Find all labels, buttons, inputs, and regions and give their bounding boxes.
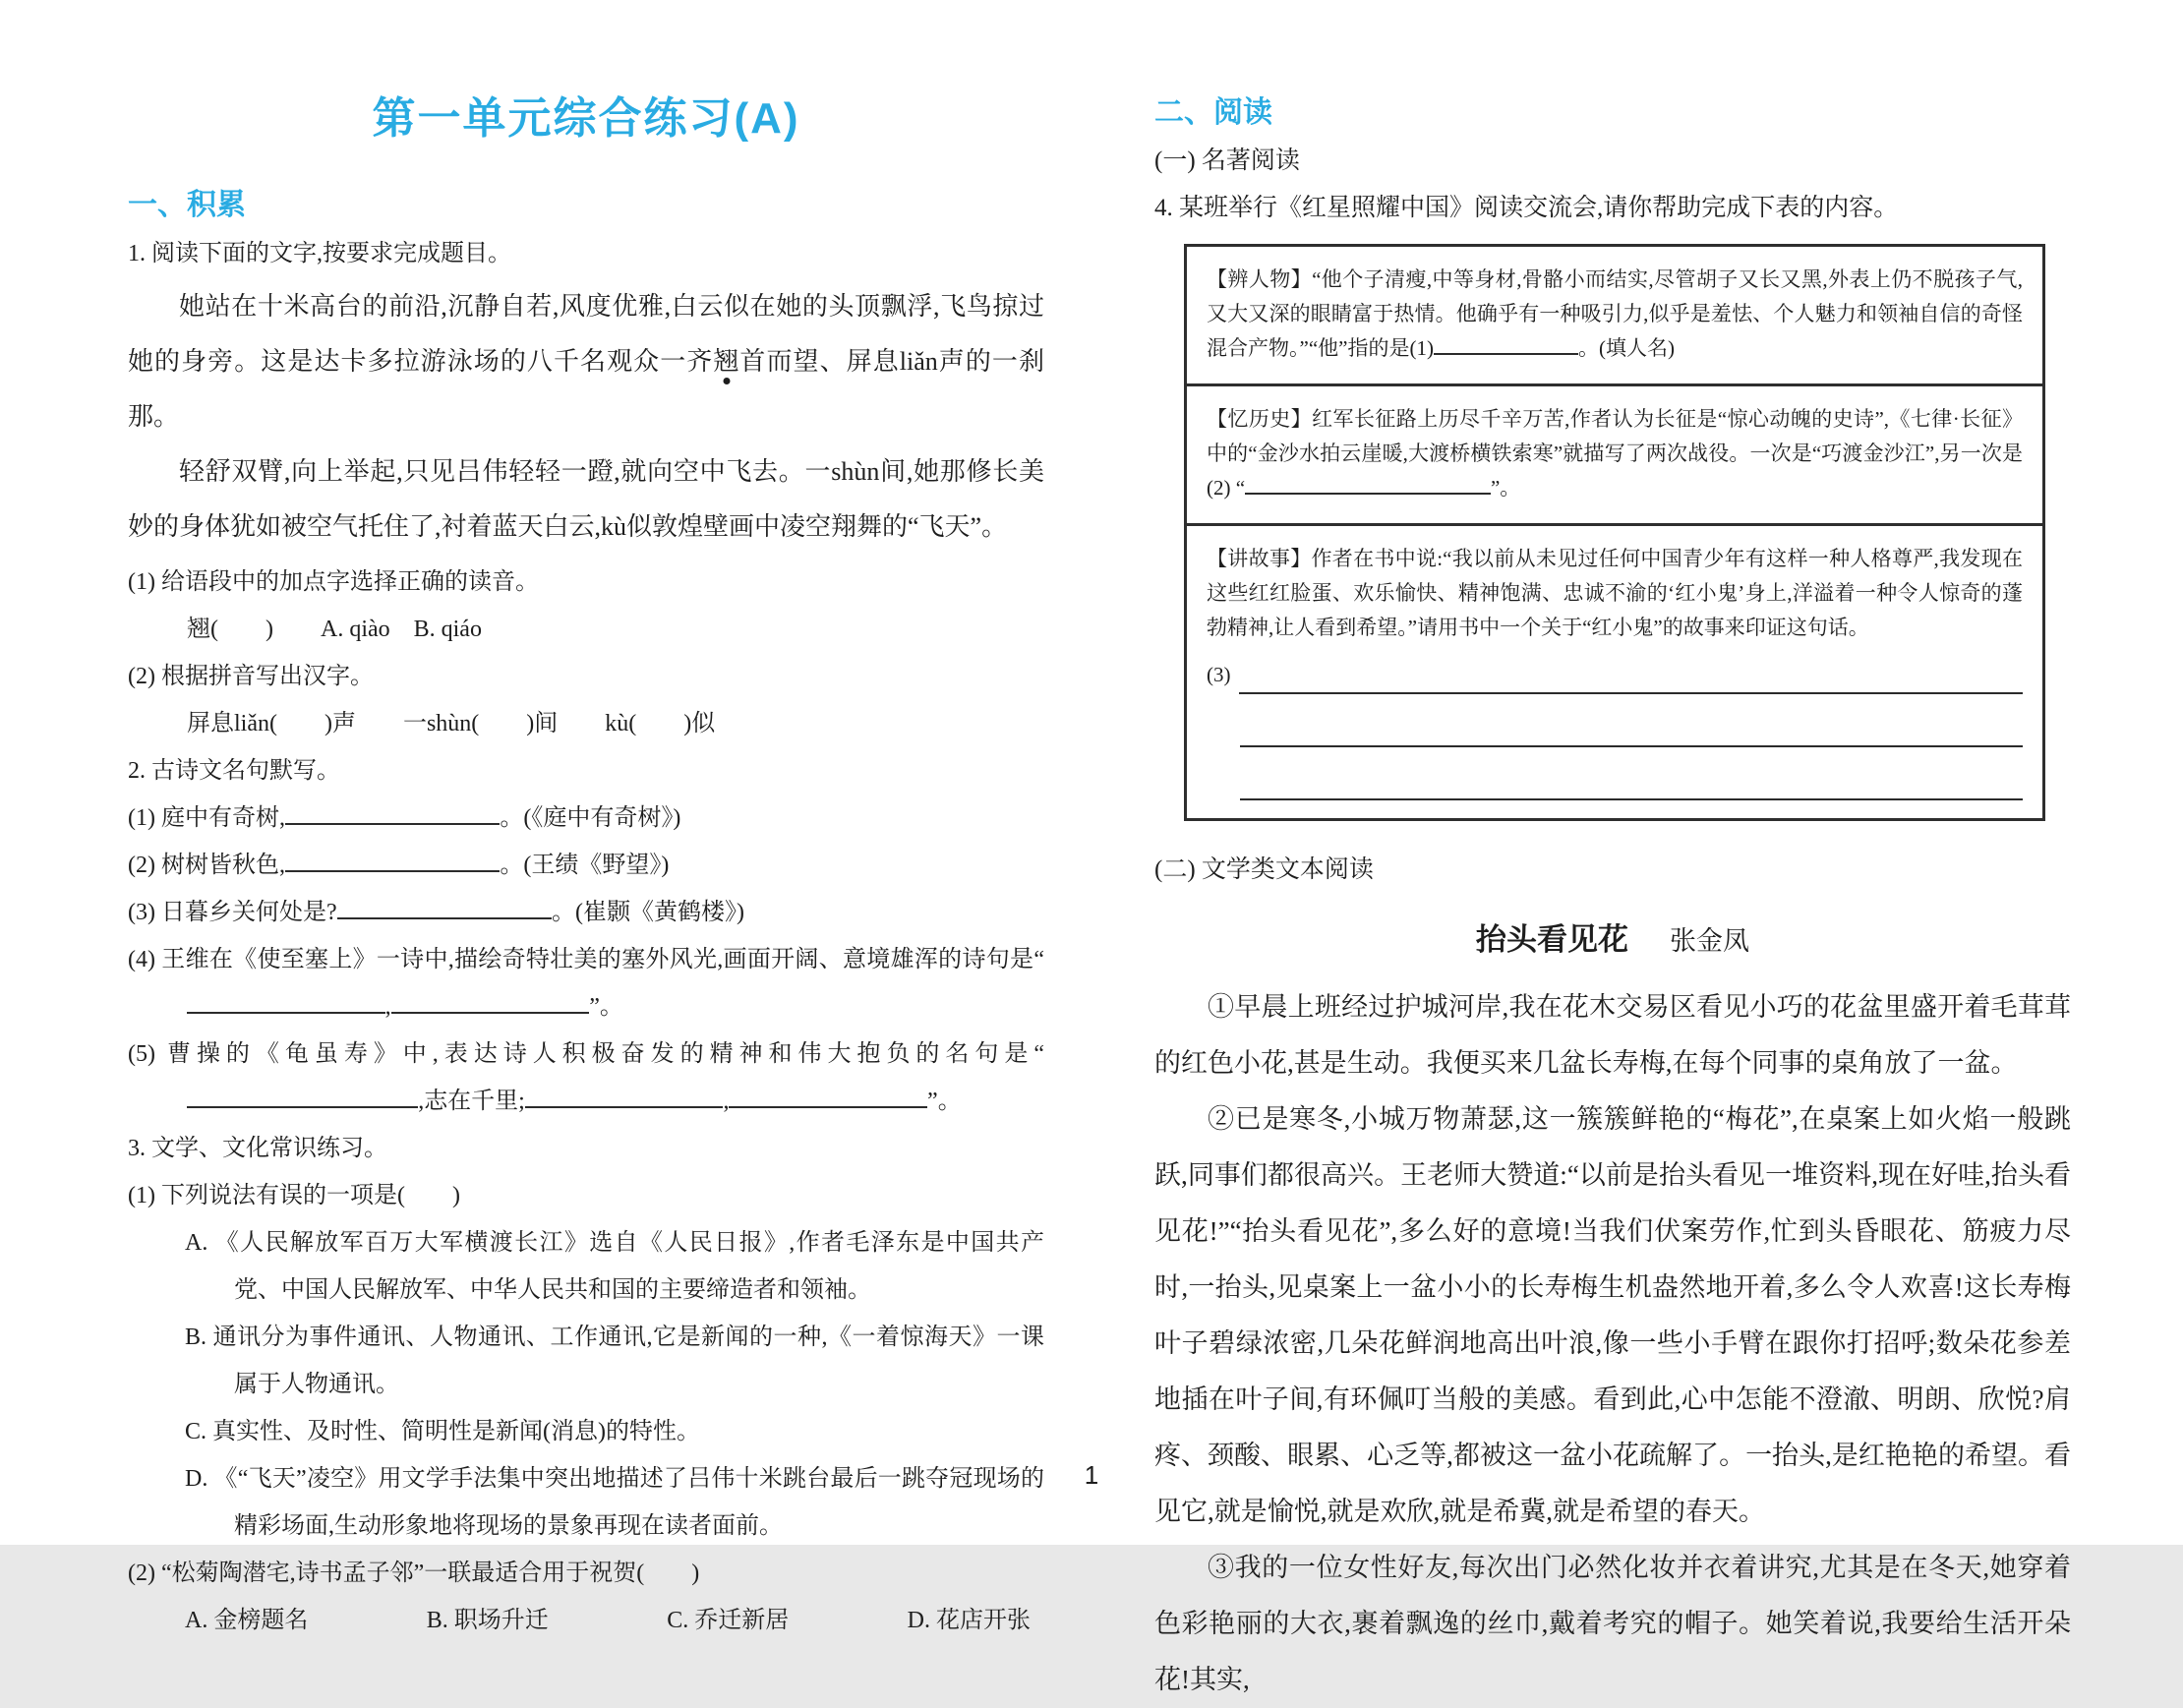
page-title: 第一单元综合练习(A) bbox=[372, 94, 800, 143]
literary-article bbox=[1154, 915, 2071, 1708]
question-3-1-stem: (1) 下列说法有误的一项是( ) bbox=[128, 1183, 460, 1208]
list-item: C. 真实性、及时性、简明性是新闻(消息)的特性。 bbox=[185, 1419, 700, 1444]
answer-label: (3) bbox=[1207, 663, 1231, 686]
fill-blank bbox=[1245, 473, 1491, 495]
passage-text: 她站在十米高台的前沿,沉静自若,风度优雅,白云似在她的头顶飘浮,飞鸟掠过她的身旁。这是达卡多拉游泳场的八千名观众一齐 bbox=[128, 292, 1044, 376]
list-item: (5) 曹操的《龟虽寿》中,表达诗人积极奋发的精神和伟大抱负的名句是“,志在千里; , ”。 bbox=[128, 1041, 1044, 1114]
article-author: 张金凤 bbox=[1670, 926, 1749, 956]
fill-blank bbox=[1434, 333, 1578, 355]
article-paragraph-3: ③我的一位女性好友,每次出门必然化妆并衣着讲究,尤其是在冬天,她穿着色彩艳丽的大衣,裹着飘逸的丝巾,戴着考究的帽子。她笑着说,我要给生活开朵花!其实, bbox=[1154, 1553, 2071, 1694]
answer-rule-line bbox=[1239, 645, 2024, 694]
question-2-stem: 2. 古诗文名句默写。 bbox=[128, 758, 340, 784]
part-2-heading: (二) 文学类文本阅读 bbox=[1154, 856, 1374, 883]
list-item: (1) 庭中有奇树, 。(《庭中有奇树》) bbox=[128, 795, 1044, 842]
fill-blank bbox=[729, 1084, 927, 1108]
question-3-2-options bbox=[185, 1597, 1044, 1644]
fill-blank bbox=[187, 1084, 418, 1108]
article-title: 抬头看见花 bbox=[1476, 922, 1628, 957]
passage-paragraph-2: 轻舒双臂,向上举起,只见吕伟轻轻一蹬,就向空中飞去。一shùn间,她那修长美妙的身体犹如被空气托住了,衬着蓝天白云,kù似敦煌壁画中凌空翔舞的“飞天”。 bbox=[128, 457, 1044, 541]
page-number: 1 bbox=[1084, 1460, 1099, 1490]
dotted-character: 翘 bbox=[713, 347, 740, 376]
article-paragraph-1: ①早晨上班经过护城河岸,我在花木交易区看见小巧的花盆里盛开着毛茸茸的红色小花,甚是生动。我便买来几盆长寿梅,在每个同事的桌角放了一盆。 bbox=[1154, 992, 2071, 1078]
table-row-tell-story bbox=[1187, 523, 2042, 818]
question-3-1-options bbox=[128, 1219, 1044, 1550]
question-2-items bbox=[128, 795, 1044, 1125]
question-1-1-choices: 翘( ) A. qiào B. qiáo bbox=[187, 617, 482, 642]
reading-passage bbox=[128, 279, 1044, 555]
question-1-stem: 1. 阅读下面的文字,按要求完成题目。 bbox=[128, 241, 511, 266]
answer-line-labeled bbox=[1207, 645, 2023, 694]
question-1-2-choices: 屏息liǎn( )声 一shùn( )间 kù( )似 bbox=[187, 711, 716, 736]
section-heading-reading: 二、阅读 bbox=[1154, 96, 1272, 129]
list-item: D. 花店开张 bbox=[907, 1608, 1031, 1633]
list-item: A. 金榜题名 bbox=[185, 1608, 309, 1633]
list-item: D. 《“飞天”凌空》用文学手法集中突出地描述了吕伟十米跳台最后一跳夺冠现场的精彩场面,生动形象地将现场的景象再现在读者面前。 bbox=[185, 1466, 1044, 1539]
question-1-1-stem: (1) 给语段中的加点字选择正确的读音。 bbox=[128, 569, 539, 595]
table-row-tell-story-text: 【讲故事】作者在书中说:“我以前从未见过任何中国青少年有这样一种人格尊严,我发现在这些红红脸蛋、欢乐愉快、精神饱满、忠诚不渝的‘红小鬼’身上,洋溢着一种令人惊奇的蓬勃精神,让人看到希望。”请用书中一个关于“红小鬼”的故事来印证这句话。 bbox=[1207, 547, 2023, 639]
article-title-row bbox=[1154, 915, 2071, 968]
list-item: (3) 日暮乡关何处是? 。(崔颢《黄鹤楼》) bbox=[128, 889, 1044, 936]
fill-blank bbox=[391, 989, 590, 1014]
fill-blank bbox=[285, 848, 500, 872]
passage-paragraph-1 bbox=[128, 279, 1044, 444]
left-column bbox=[128, 88, 1044, 1644]
answer-rule-line bbox=[1240, 694, 2023, 747]
list-item: (2) 树树皆秋色, 。(王绩《野望》) bbox=[128, 842, 1044, 889]
list-item: B. 职场升迁 bbox=[426, 1608, 549, 1633]
question-3-stem: 3. 文学、文化常识练习。 bbox=[128, 1136, 387, 1161]
fill-blank bbox=[337, 895, 552, 919]
answer-rule-line bbox=[1240, 747, 2023, 800]
fill-blank bbox=[187, 989, 385, 1014]
list-item: (4) 王维在《使至塞上》一诗中,描绘奇特壮美的塞外风光,画面开阔、意境雄浑的诗句是“, ”。 bbox=[128, 947, 1044, 1020]
question-1-2-stem: (2) 根据拼音写出汉字。 bbox=[128, 664, 374, 689]
table-row-recall-history: 【忆历史】红军长征路上历尽千辛万苦,作者认为长征是“惊心动魄的史诗”,《七律·长征》中的“金沙水拍云崖暖,大渡桥横铁索寒”就描写了两次战役。一次是“巧渡金沙江”,另一次是(2) “ ”。 bbox=[1187, 383, 2042, 523]
part-1-heading: (一) 名著阅读 bbox=[1154, 147, 1300, 174]
article-paragraph-2: ②已是寒冬,小城万物萧瑟,这一簇簇鲜艳的“梅花”,在桌案上如火焰一般跳跃,同事们都很高兴。王老师大赞道:“以前是抬头看见一堆资料,现在好哇,抬头看见花!”“抬头看见花”,多么好的意境!当我们伏案劳作,忙到头昏眼花、筋疲力尽时,一抬头,见桌案上一盆小小的长寿梅生机盎然地开着,多么令人欢喜!这长寿梅叶子碧绿浓密,几朵花鲜润地高出叶浪,像一些小手臂在跟你打招呼;数朵花参差地插在叶子间,有环佩叮当般的美感。看到此,心中怎能不澄澈、明朗、欣悦?肩疼、颈酸、眼累、心乏等,都被这一盆小花疏解了。一抬头,是红艳艳的希望。看见它,就是愉悦,就是欢欣,就是希冀,就是希望的春天。 bbox=[1154, 1104, 2071, 1526]
table-row-identify-person: 【辨人物】“他个子清瘦,中等身材,骨骼小而结实,尽管胡子又长又黑,外表上仍不脱孩子气,又大又深的眼睛富于热情。他确乎有一种吸引力,似乎是羞怯、个人魅力和领袖自信的奇怪混合产物。”“他”指的是(1) 。(填人名) bbox=[1207, 267, 2023, 360]
passage-text: 首而望、屏息liǎn声的一刹那。 bbox=[128, 347, 1044, 431]
question-3-2-stem: (2) “松菊陶潜宅,诗书孟子邻”一联最适合用于祝贺( ) bbox=[128, 1561, 700, 1586]
list-item: C. 乔迁新居 bbox=[667, 1608, 790, 1633]
section-heading-accumulation: 一、积累 bbox=[128, 189, 246, 221]
notebook-table bbox=[1184, 244, 2045, 821]
list-item: B. 通讯分为事件通讯、人物通讯、工作通讯,它是新闻的一种,《一着惊海天》一课属于人物通讯。 bbox=[185, 1325, 1044, 1397]
list-item: A. 《人民解放军百万大军横渡长江》选自《人民日报》,作者毛泽东是中国共产党、中国人民解放军、中华人民共和国的主要缔造者和领袖。 bbox=[185, 1230, 1044, 1303]
fill-blank bbox=[285, 800, 500, 825]
fill-blank bbox=[525, 1084, 724, 1108]
question-4-stem: 4. 某班举行《红星照耀中国》阅读交流会,请你帮助完成下表的内容。 bbox=[1154, 195, 1899, 221]
